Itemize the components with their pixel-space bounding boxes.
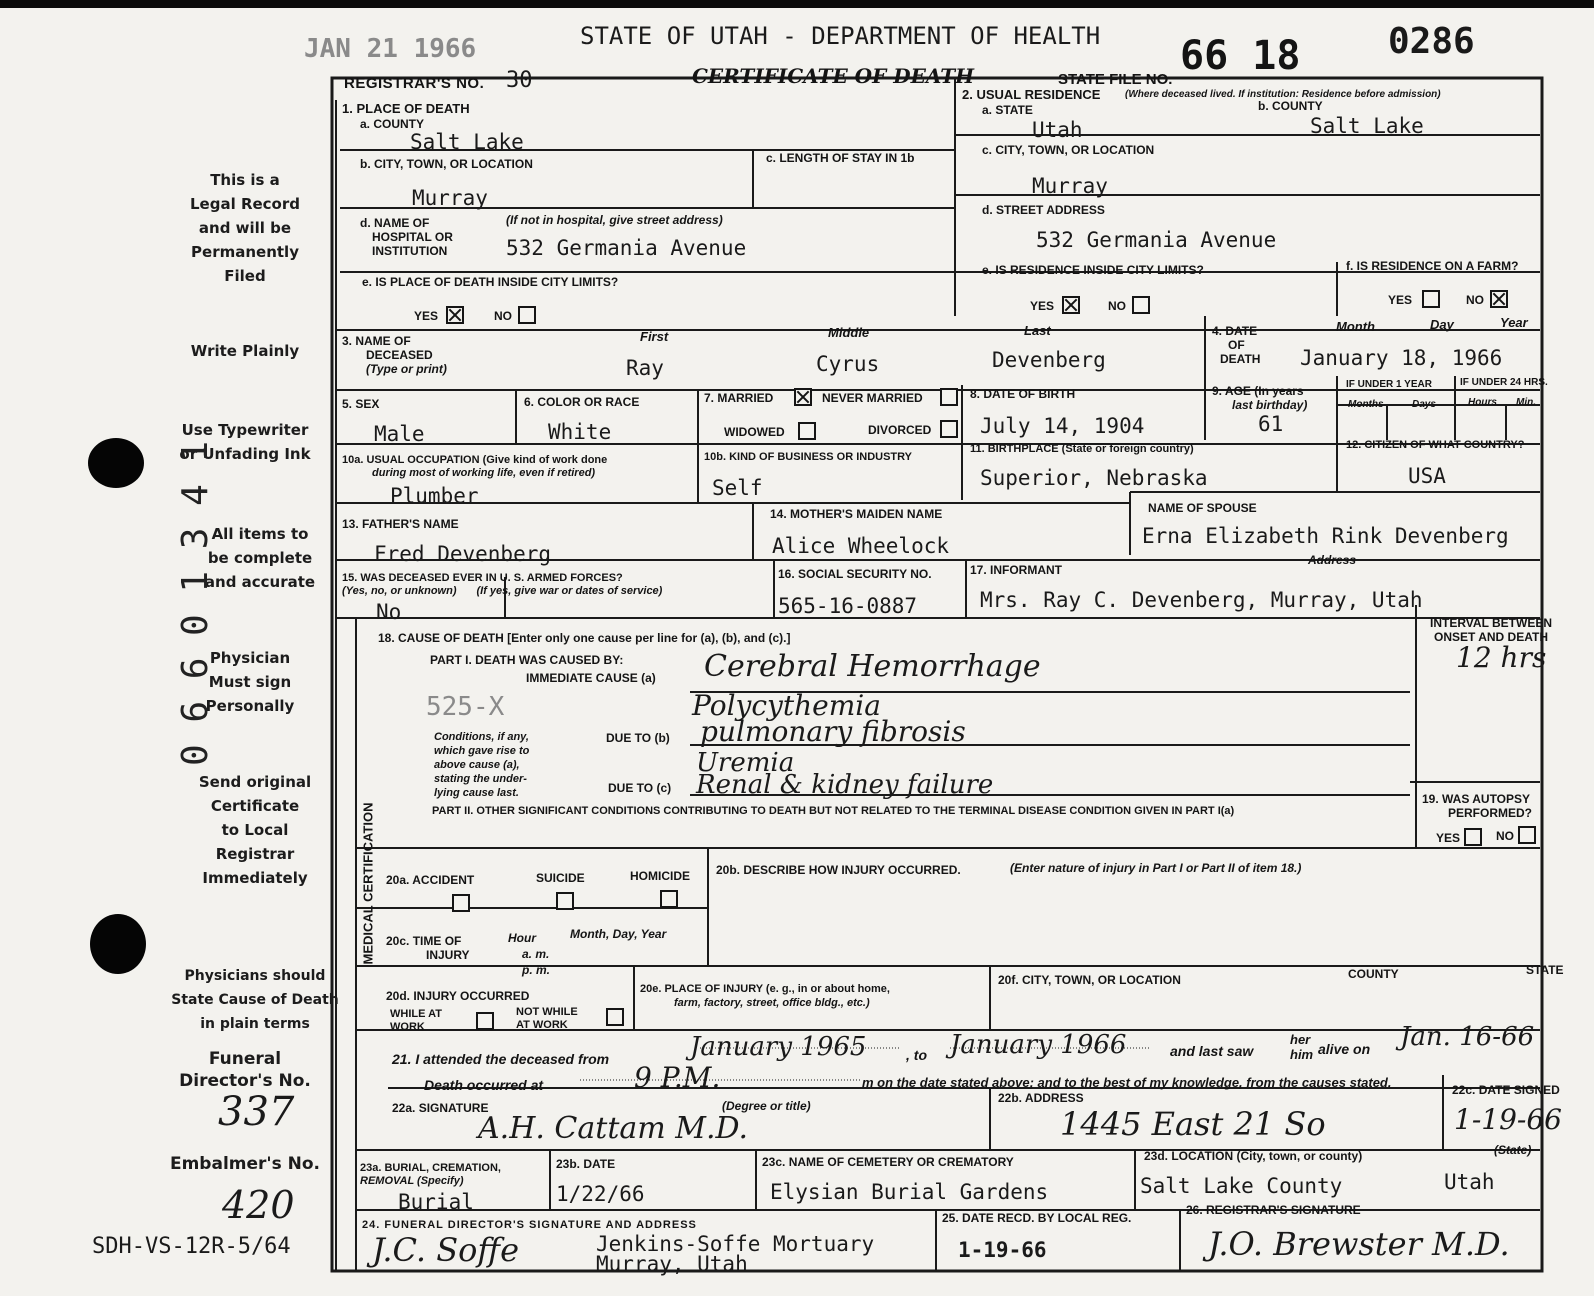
farm-no-label: NO [1466, 293, 1484, 307]
label-address: Address [1308, 553, 1357, 567]
label-widowed: WIDOWED [724, 425, 785, 439]
autopsy-no-label: NO [1496, 829, 1514, 843]
funeral-director-number: 337 [218, 1089, 295, 1135]
label-m-on: m on the date stated above; and to the best of my knowledge, from the causes stated. [862, 1075, 1392, 1090]
label-due-b: DUE TO (b) [606, 731, 670, 745]
business-value: Self [712, 476, 763, 500]
attended-from-value: January 1965 [690, 1032, 867, 1062]
last-saw-value: Jan. 16-66 [1400, 1022, 1535, 1052]
certificate-title: CERTIFICATE OF DEATH [692, 64, 975, 88]
death-inside-yes-label: YES [414, 309, 439, 323]
physician-note: Physician Must sign Personally [205, 649, 295, 715]
label-residence-note: (Where deceased lived. If institution: Residence before admission) [1125, 89, 1441, 100]
label-autopsy: 19. WAS AUTOPSY PERFORMED? [1422, 792, 1532, 820]
label-state-paren: (State) [1494, 1143, 1532, 1157]
label-name-deceased: 3. NAME OF DECEASED (Type or print) [342, 334, 447, 376]
res-inside-no-label: NO [1108, 299, 1126, 313]
label-attended: 21. I attended the deceased from [392, 1051, 610, 1067]
label-location-23d: 23d. LOCATION (City, town, or county) [1144, 1149, 1363, 1163]
label-hospital-note: (If not in hospital, give street address) [506, 213, 723, 227]
label-signature: 22a. SIGNATURE [392, 1101, 489, 1115]
label-hospital: d. NAME OF HOSPITAL OR INSTITUTION [360, 216, 453, 258]
hospital-value: 532 Germania Avenue [506, 236, 747, 260]
registrar-label: REGISTRAR'S NO. [344, 75, 485, 92]
autopsy-no-checkbox[interactable] [1518, 826, 1536, 844]
label-interval: INTERVAL BETWEEN ONSET AND DEATH [1430, 616, 1553, 644]
label-never-married: NEVER MARRIED [822, 391, 923, 405]
label-injury-occurred: 20d. INJURY OCCURRED [386, 989, 530, 1003]
send-original-note: Send original Certificate to Local Registrar Immediately [198, 773, 312, 887]
label-place-of-death: 1. PLACE OF DEATH [342, 101, 470, 116]
label-under-1-year: IF UNDER 1 YEAR [1346, 379, 1432, 390]
farm-yes-checkbox[interactable] [1422, 290, 1440, 308]
occupation-value: Plumber [390, 484, 479, 508]
state-file-number: 0286 [1388, 21, 1475, 62]
burial-value: Burial [398, 1190, 474, 1214]
complete-note: All items to be complete and accurate [204, 525, 316, 591]
label-res-county: b. COUNTY [1258, 99, 1323, 113]
physicians-should-note: Physicians should State Cause of Death in plain terms [171, 968, 339, 1032]
registrar-signature: J.O. Brewster M.D. [1208, 1225, 1510, 1263]
label-res-farm: f. IS RESIDENCE ON A FARM? [1346, 259, 1519, 273]
label-time-injury: 20c. TIME OF INJURY [386, 934, 470, 962]
mortuary-city: Murray, Utah [596, 1252, 748, 1276]
death-county-value: Salt Lake [410, 130, 524, 154]
res-street-value: 532 Germania Avenue [1036, 228, 1277, 252]
label-part-1: PART I. DEATH WAS CAUSED BY: [430, 653, 624, 667]
ssn-value: 565-16-0887 [778, 594, 918, 618]
state-file-label: STATE FILE NO. [1058, 71, 1173, 88]
label-under-24-hrs: IF UNDER 24 HRS. [1460, 377, 1548, 388]
not-while-work-checkbox[interactable] [606, 1008, 624, 1026]
death-certificate [0, 8, 1594, 1296]
label-death-occurred: Death occurred at [424, 1077, 544, 1093]
married-checkbox[interactable] [794, 388, 812, 406]
label-res-street: d. STREET ADDRESS [982, 203, 1105, 217]
label-month-day-year: Month, Day, Year [570, 927, 667, 941]
autopsy-yes-label: YES [1436, 831, 1461, 845]
label-day: Day [1430, 317, 1454, 332]
death-inside-no-label: NO [494, 309, 512, 323]
label-accident: 20a. ACCIDENT [386, 873, 475, 887]
funeral-director-signature: J.C. Soffe [372, 1231, 519, 1269]
physician-address-value: 1445 East 21 So [1060, 1105, 1326, 1143]
last-name-value: Devenberg [992, 348, 1106, 372]
label-due-c: DUE TO (c) [608, 781, 672, 795]
label-sex: 5. SEX [342, 397, 380, 411]
label-min: Min. [1516, 397, 1536, 408]
first-name-value: Ray [626, 356, 664, 380]
label-part-2: PART II. OTHER SIGNIFICANT CONDITIONS CONTRIBUTING TO DEATH BUT NOT RELATED TO THE TERMINAL DISEASE CONDITION GIVEN IN PART I(a) [432, 805, 1235, 817]
label-cause-of-death: 18. CAUSE OF DEATH [Enter only one cause per line for (a), (b), and (c).] [378, 631, 791, 645]
label-date-recd: 25. DATE RECD. BY LOCAL REG. [942, 1211, 1132, 1225]
homicide-checkbox[interactable] [660, 890, 678, 908]
cemetery-value: Elysian Burial Gardens [770, 1180, 1049, 1204]
form-number: SDH-VS-12R-5/64 [92, 1234, 291, 1259]
label-father: 13. FATHER'S NAME [342, 517, 459, 531]
label-death-city: b. CITY, TOWN, OR LOCATION [360, 157, 533, 171]
label-year: Year [1500, 315, 1528, 330]
punch-hole-top [88, 438, 144, 488]
label-not-while-work: NOT WHILE AT WORK [516, 1006, 578, 1031]
farm-yes-label: YES [1388, 293, 1413, 307]
write-plainly-note: Write Plainly [190, 342, 300, 360]
label-mother: 14. MOTHER'S MAIDEN NAME [770, 507, 943, 521]
label-length-stay: c. LENGTH OF STAY IN 1b [766, 151, 915, 165]
physician-signature: A.H. Cattam M.D. [478, 1111, 749, 1146]
never-married-checkbox[interactable] [940, 388, 958, 406]
cause-c1-value: Uremia [696, 748, 795, 778]
label-her-him: her him [1290, 1032, 1314, 1062]
date-recd-value: 1-19-66 [958, 1238, 1047, 1262]
label-conditions: Conditions, if any, which gave rise to above cause (a), stating the under- lying cause last. [434, 731, 530, 799]
label-res-city: c. CITY, TOWN, OR LOCATION [982, 143, 1155, 157]
legal-record-note: This is a Legal Record and will be Permanently Filed [189, 171, 300, 285]
death-date-value: January 18, 1966 [1300, 346, 1503, 370]
suicide-checkbox[interactable] [556, 892, 574, 910]
embalmer-number: 420 [222, 1183, 295, 1227]
middle-name-value: Cyrus [816, 352, 880, 376]
race-value: White [548, 420, 612, 444]
mother-value: Alice Wheelock [772, 534, 950, 558]
attended-to-value: January 1966 [950, 1030, 1127, 1060]
medical-certification-label: MEDICAL CERTIFICATION [360, 802, 376, 965]
label-suicide: SUICIDE [536, 871, 585, 885]
label-place-injury: 20e. PLACE OF INJURY (e. g., in or about home, farm, factory, street, office bldg., etc.) [640, 983, 890, 1009]
label-race: 6. COLOR OR RACE [524, 395, 640, 409]
classification-code: 525-X [426, 692, 505, 722]
dob-value: July 14, 1904 [980, 414, 1145, 438]
divorced-checkbox[interactable] [940, 420, 958, 438]
date-signed-value: 1-19-66 [1454, 1103, 1562, 1136]
label-age: 9. AGE (In years last birthday) [1212, 384, 1308, 412]
res-county-value: Salt Lake [1310, 114, 1424, 138]
death-time-value: 9 P.M. [634, 1061, 721, 1094]
cause-a-value: Cerebral Hemorrhage [704, 649, 1041, 684]
label-to: , to [906, 1047, 927, 1063]
label-informant: 17. INFORMANT [970, 563, 1063, 577]
mortuary-name: Jenkins-Soffe Mortuary [596, 1232, 875, 1256]
res-inside-city-yes-checkbox[interactable] [1062, 296, 1080, 314]
label-city-20f: 20f. CITY, TOWN, OR LOCATION [998, 973, 1181, 987]
birthplace-value: Superior, Nebraska [980, 466, 1208, 490]
label-occupation: 10a. USUAL OCCUPATION (Give kind of work done during most of working life, even if retired) [342, 454, 608, 479]
accident-checkbox[interactable] [452, 894, 470, 912]
location-value: Salt Lake County [1140, 1174, 1343, 1198]
registrar-number: 30 [506, 68, 533, 93]
age-value: 61 [1258, 412, 1284, 436]
vertical-serial-number: 0 6 6 0 1 3 4 1 [175, 440, 216, 766]
label-alive-on: alive on [1318, 1041, 1371, 1057]
label-citizen: 12. CITIZEN OF WHAT COUNTRY? [1346, 439, 1525, 451]
label-middle: Middle [828, 325, 870, 340]
label-married: 7. MARRIED [704, 391, 774, 405]
label-armed-forces: 15. WAS DECEASED EVER IN U. S. ARMED FORCES? (Yes, no, or unknown) (If yes, give war or dates of service) [342, 572, 663, 597]
death-inside-city-no-checkbox[interactable] [518, 306, 536, 324]
label-degree: (Degree or title) [722, 1099, 811, 1113]
cause-b2-value: pulmonary fibrosis [700, 715, 966, 748]
label-dob: 8. DATE OF BIRTH [970, 387, 1076, 401]
punch-hole-bottom [90, 914, 146, 974]
label-divorced: DIVORCED [868, 423, 932, 437]
label-cemetery: 23c. NAME OF CEMETERY OR CREMATORY [762, 1155, 1014, 1169]
label-funeral-signature: 24. FUNERAL DIRECTOR'S SIGNATURE AND ADDRESS [362, 1219, 697, 1231]
spouse-value: Erna Elizabeth Rink Devenberg [1142, 524, 1509, 548]
label-last: Last [1024, 323, 1051, 338]
label-spouse: NAME OF SPOUSE [1148, 501, 1257, 515]
funeral-director-label: Funeral Director's No. [179, 1049, 311, 1091]
label-usual-residence: 2. USUAL RESIDENCE [962, 87, 1101, 102]
res-city-value: Murray [1032, 174, 1108, 198]
embalmer-label: Embalmer's No. [169, 1154, 321, 1174]
label-res-state: a. STATE [982, 103, 1033, 117]
form-title: STATE OF UTAH - DEPARTMENT OF HEALTH [580, 22, 1101, 50]
res-inside-city-no-checkbox[interactable] [1132, 296, 1150, 314]
label-days: Days [1412, 399, 1436, 410]
label-immediate-cause: IMMEDIATE CAUSE (a) [526, 671, 656, 685]
label-burial: 23a. BURIAL, CREMATION, REMOVAL (Specify) [360, 1162, 501, 1187]
citizen-value: USA [1408, 464, 1446, 488]
label-registrar-signature: 26. REGISTRAR'S SIGNATURE [1186, 1203, 1361, 1217]
sex-value: Male [374, 422, 425, 446]
received-stamp: JAN 21 1966 [304, 34, 477, 64]
interval-value: 12 hrs [1456, 641, 1547, 674]
death-city-value: Murray [412, 186, 488, 210]
informant-value: Mrs. Ray C. Devenberg, Murray, Utah [980, 588, 1423, 612]
typewriter-note: Use Typewriter or Unfading Ink [179, 421, 311, 463]
label-business: 10b. KIND OF BUSINESS OR INDUSTRY [704, 451, 913, 463]
label-date-signed: 22c. DATE SIGNED [1452, 1083, 1560, 1097]
autopsy-yes-checkbox[interactable] [1464, 828, 1482, 846]
label-first: First [640, 329, 669, 344]
label-last-saw: and last saw [1170, 1043, 1254, 1059]
label-birthplace: 11. BIRTHPLACE (State or foreign country) [970, 443, 1194, 455]
label-state-20: STATE [1526, 963, 1564, 977]
label-while-at-work: WHILE AT WORK [390, 1008, 442, 1033]
cause-b1-value: Polycythemia [692, 689, 881, 722]
label-death-inside-city: e. IS PLACE OF DEATH INSIDE CITY LIMITS? [362, 275, 619, 289]
label-how-injury: 20b. DESCRIBE HOW INJURY OCCURRED. [716, 863, 961, 877]
res-inside-yes-label: YES [1030, 299, 1055, 313]
label-date-death: 4. DATE OF DEATH [1212, 324, 1261, 366]
burial-date-value: 1/22/66 [556, 1182, 645, 1206]
label-address-22b: 22b. ADDRESS [998, 1091, 1084, 1105]
father-value: Fred Devenberg [374, 542, 552, 566]
label-homicide: HOMICIDE [630, 869, 690, 883]
label-month: Month [1336, 319, 1375, 334]
label-ssn: 16. SOCIAL SECURITY NO. [778, 567, 932, 581]
label-county-20: COUNTY [1348, 967, 1399, 981]
widowed-checkbox[interactable] [798, 422, 816, 440]
label-hours: Hours [1468, 397, 1497, 408]
label-death-county: a. COUNTY [360, 117, 425, 131]
label-burial-date: 23b. DATE [556, 1157, 616, 1171]
state-file-prefix: 66 18 [1180, 33, 1301, 79]
location-state-value: Utah [1444, 1170, 1495, 1194]
death-inside-city-yes-checkbox[interactable] [446, 306, 464, 324]
res-state-value: Utah [1032, 118, 1083, 142]
label-months: Months [1348, 399, 1384, 410]
label-res-inside-city: e. IS RESIDENCE INSIDE CITY LIMITS? [982, 263, 1204, 277]
armed-value: No [376, 600, 402, 624]
farm-no-checkbox[interactable] [1490, 290, 1508, 308]
cause-c2-value: Renal & kidney failure [696, 770, 994, 800]
while-at-work-checkbox[interactable] [476, 1012, 494, 1030]
label-hour: Hour a. m. p. m. [508, 931, 551, 977]
label-how-note: (Enter nature of injury in Part I or Part II of item 18.) [1010, 861, 1302, 875]
